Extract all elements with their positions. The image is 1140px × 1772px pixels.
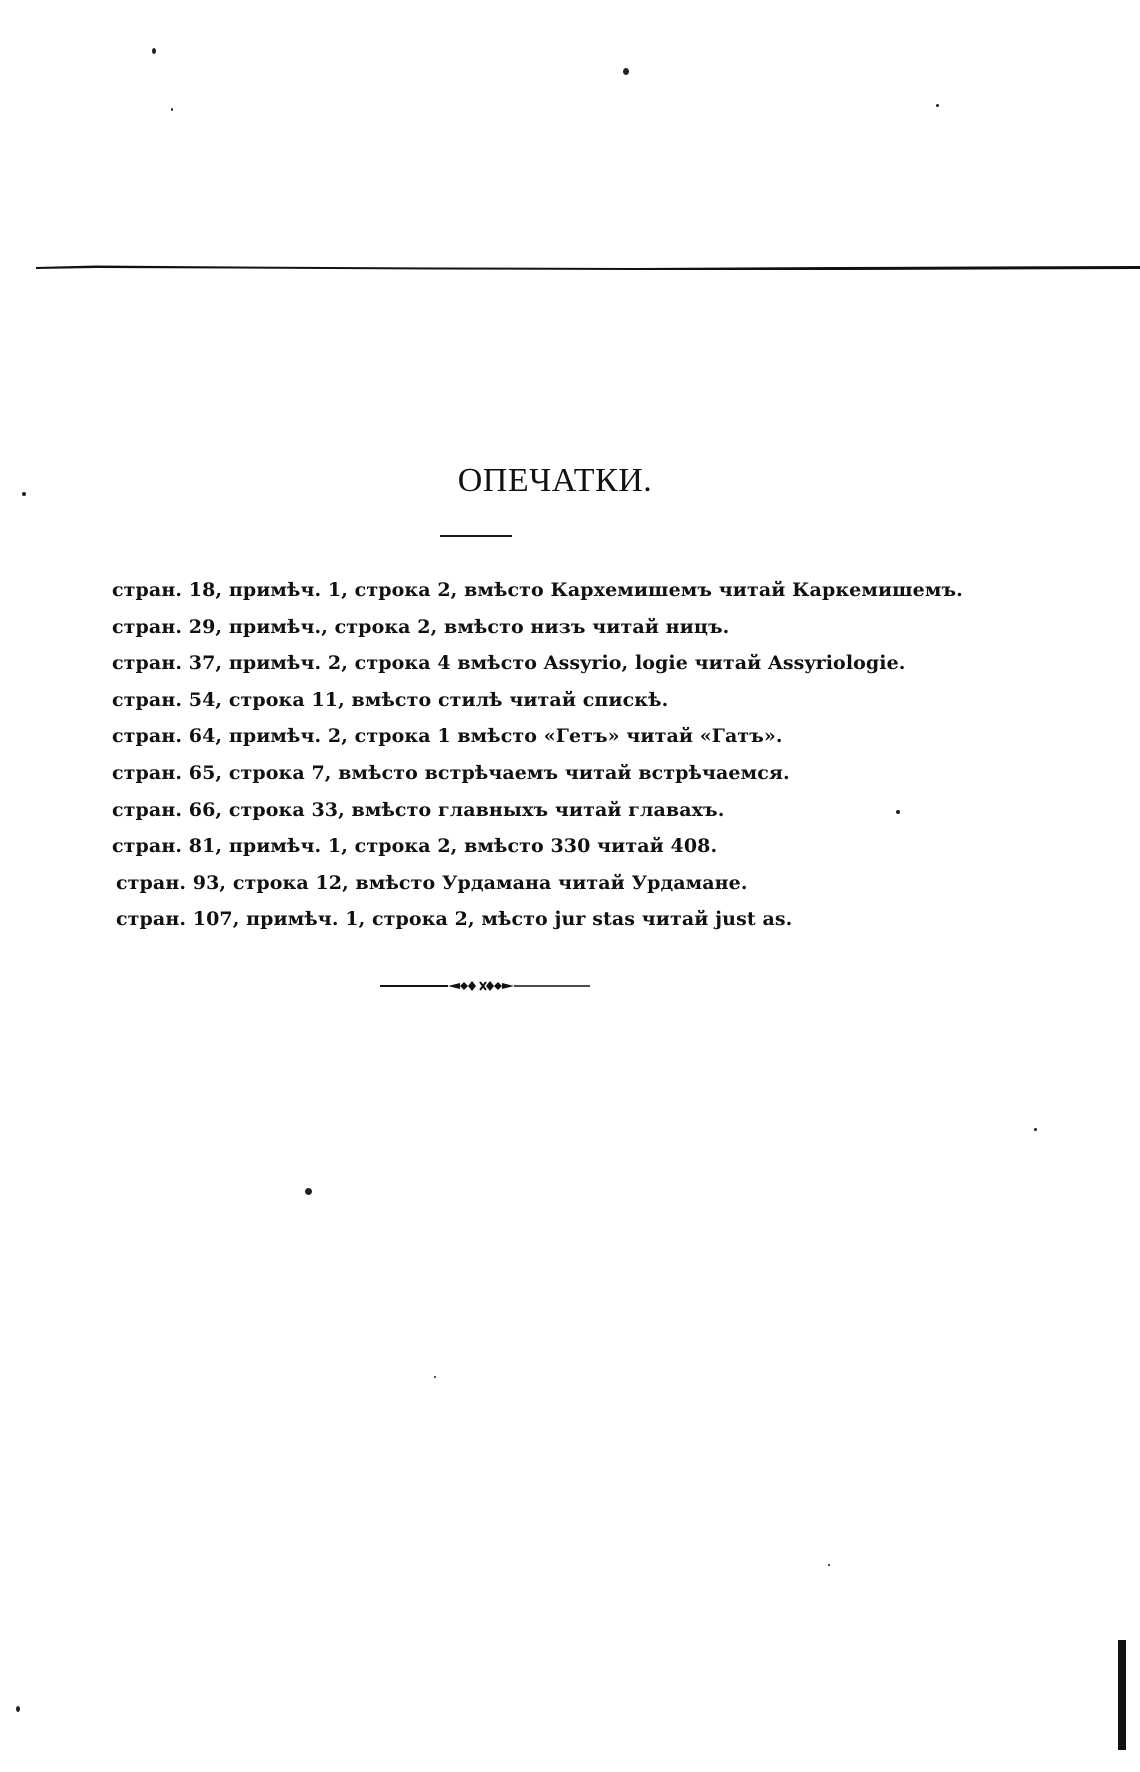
scan-speck	[16, 1706, 20, 1712]
errata-entry: стран. 18, примѣч. 1, строка 2, вмѣсто Кархемишемъ читай Каркемишемъ.	[112, 579, 963, 601]
scan-speck	[22, 492, 26, 496]
title-underline	[440, 535, 512, 537]
top-rule	[36, 264, 1140, 270]
scan-speck	[305, 1188, 312, 1195]
scan-speck	[1034, 1128, 1037, 1131]
ornament-divider	[380, 978, 590, 994]
errata-entry: стран. 29, примѣч., строка 2, вмѣсто низъ читай ницъ.	[112, 615, 730, 638]
errata-entry: стран. 65, строка 7, вмѣсто встрѣчаемъ читай встрѣчаемся.	[112, 761, 790, 784]
errata-entry: стран. 93, строка 12, вмѣсто Урдамана читай Урдамане.	[116, 871, 748, 894]
errata-entry: стран. 81, примѣч. 1, строка 2, вмѣсто 330 читай 408.	[112, 835, 718, 858]
scan-speck	[896, 810, 900, 814]
scan-speck	[152, 48, 156, 54]
errata-entry: стран. 66, строка 33, вмѣсто главныхъ читай главахъ.	[112, 798, 725, 821]
scan-speck	[171, 108, 173, 111]
errata-entry: стран. 107, примѣч. 1, строка 2, мѣсто jur stas читай just as.	[116, 908, 793, 931]
errata-list	[112, 572, 1012, 938]
errata-entry: стран. 37, примѣч. 2, строка 4 вмѣсто Assyrio, logie читай Assyriologie.	[112, 652, 906, 675]
scan-speck	[623, 68, 629, 75]
page-title: ОПЕЧАТКИ.	[457, 462, 653, 499]
scan-speck	[936, 104, 939, 107]
scan-speck	[434, 1376, 436, 1378]
errata-entry: стран. 64, примѣч. 2, строка 1 вмѣсто «Гетъ» читай «Гатъ».	[112, 725, 783, 748]
errata-entry: стран. 54, строка 11, вмѣсто стилѣ читай спискѣ.	[112, 688, 669, 711]
scan-speck	[828, 1564, 830, 1566]
scan-edge-mark	[1118, 1640, 1126, 1750]
